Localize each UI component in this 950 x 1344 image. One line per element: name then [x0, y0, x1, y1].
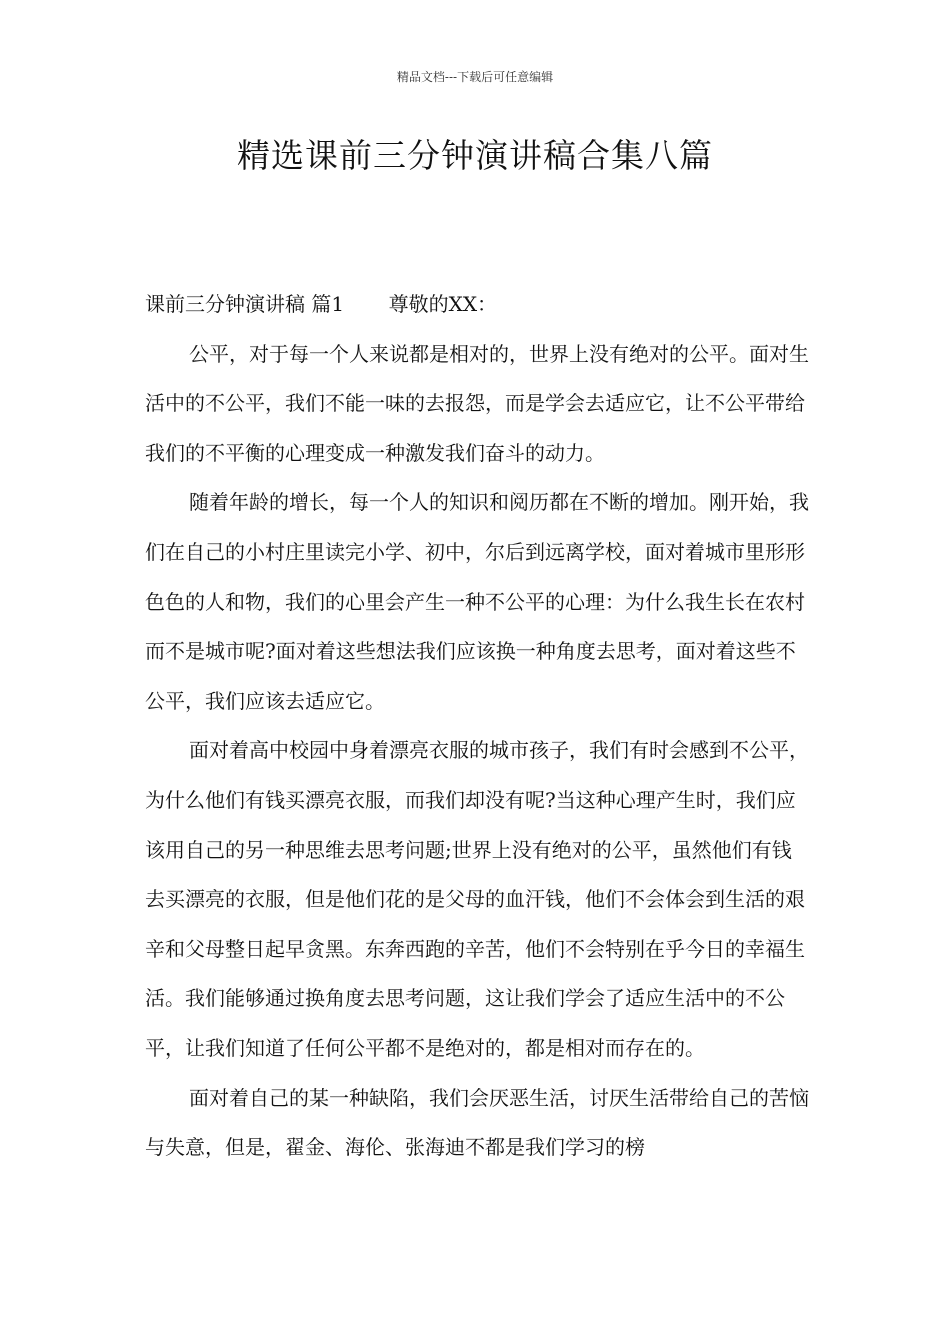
paragraph-4: 面对着自己的某一种缺陷，我们会厌恶生活，讨厌生活带给自己的苦恼与失意，但是，翟金、海伦、张海迪不都是我们学习的榜	[145, 1085, 809, 1160]
header-note: 精品文档---下载后可任意编辑	[396, 70, 554, 84]
document-body	[145, 280, 810, 1173]
paragraph-3: 面对着高中校园中身着漂亮衣服的城市孩子，我们有时会感到不公平，为什么他们有钱买漂亮衣服，而我们却没有呢?当这种心理产生时，我们应该用自己的另一种思维去思考问题;世界上没有绝对的公平，虽然他们有钱去买漂亮的衣服，但是他们花的是父母的血汗钱，他们不会体会到生活的艰辛和父母整日起早贪黑。东奔西跑的辛苦，他们不会特别在乎今日的幸福生活。我们能够通过换角度去思考问题，这让我们学会了适应生活中的不公平，让我们知道了任何公平都不是绝对的，都是相对而存在的。	[145, 738, 809, 1060]
intro-line: 课前三分钟演讲稿 篇1 尊敬的XX：	[145, 292, 498, 316]
paragraph-1: 公平，对于每一个人来说都是相对的，世界上没有绝对的公平。面对生活中的不公平，我们不能一味的去报怨，而是学会去适应它，让不公平带给我们的不平衡的心理变成一种激发我们奋斗的动力。	[145, 341, 809, 465]
paragraph-2: 随着年龄的增长，每一个人的知识和阅历都在不断的增加。刚开始，我们在自己的小村庄里读完小学、初中，尔后到远离学校，面对着城市里形形色色的人和物，我们的心里会产生一种不公平的心理：为什么我生长在农村而不是城市呢?面对着这些想法我们应该换一种角度去思考，面对着这些不公平，我们应该去适应它。	[145, 490, 809, 713]
document-title: 精选课前三分钟演讲稿合集八篇	[237, 136, 713, 175]
